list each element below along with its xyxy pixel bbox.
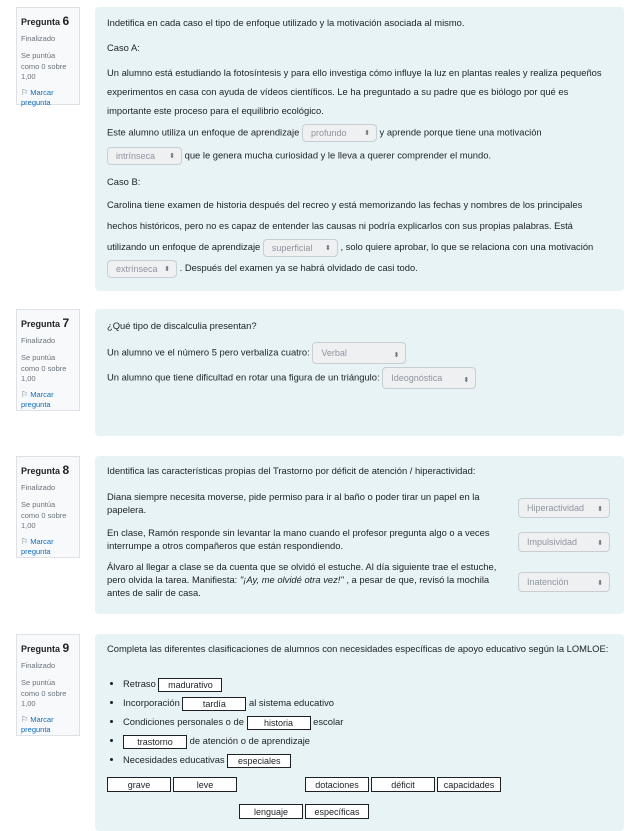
question-content <box>95 634 624 831</box>
question-info <box>16 634 80 736</box>
question-label: Pregunta <box>21 17 61 27</box>
question-state: Finalizado <box>21 336 56 345</box>
approach-select[interactable]: superficial ⬍ <box>263 239 338 257</box>
match-select[interactable]: Impulsividad ⬍ <box>518 532 610 552</box>
sentence-text: . Después del examen ya se habrá olvidado de casi todo. <box>179 262 418 273</box>
question-content <box>95 456 624 614</box>
flag-icon: ⚐ <box>21 714 29 724</box>
flag-question-link[interactable]: ⚐ Marcar pregunta <box>21 87 54 107</box>
flag-icon: ⚐ <box>21 389 29 399</box>
chevron-updown-icon: ⬍ <box>364 130 370 137</box>
question-content <box>95 309 624 436</box>
question-number: 8 <box>62 463 70 477</box>
drop-zone[interactable]: trastorno <box>123 735 187 749</box>
drag-chip[interactable]: déficit <box>371 777 435 792</box>
approach-select[interactable]: profundo ⬍ <box>302 124 377 142</box>
motivation-select[interactable]: extrínseca ⬍ <box>107 260 177 278</box>
flag-question-link[interactable]: ⚐ Marcar pregunta <box>21 389 54 409</box>
drop-zone[interactable]: historia <box>247 716 311 730</box>
match-select[interactable]: Inatención ⬍ <box>518 572 610 592</box>
flag-question-link[interactable]: ⚐ Marcar pregunta <box>21 714 54 734</box>
motivation-select[interactable]: intrínseca ⬍ <box>107 147 182 165</box>
flag-icon: ⚐ <box>21 536 29 546</box>
chevron-updown-icon: ⬍ <box>324 244 331 252</box>
sentence-text: Este alumno utiliza un enfoque de aprendizaje <box>107 126 300 138</box>
question-text: Completa las diferentes clasificaciones de alumnos con necesidades específicas de apoyo educativo según la LOMLOE: <box>107 643 609 654</box>
chevron-updown-icon: ⬍ <box>597 506 603 513</box>
flag-question-link[interactable]: ⚐ Marcar pregunta <box>21 536 54 556</box>
question-info <box>16 456 80 558</box>
question-number: 6 <box>62 14 70 28</box>
classification-list <box>107 674 612 769</box>
list-item: • trastorno de atención o de aprendizaje <box>123 731 612 750</box>
chevron-updown-icon: ⬍ <box>393 352 400 359</box>
question-text: ¿Qué tipo de discalculia presentan? <box>107 320 257 331</box>
question-number: 7 <box>62 316 70 330</box>
question-label: Pregunta <box>21 466 61 476</box>
prompt-text: Un alumno ve el número 5 pero verbaliza cuatro: <box>107 346 310 358</box>
prompt-text: Un alumno que tiene dificultad en rotar una figura de un triángulo: <box>107 371 380 383</box>
drag-chip[interactable]: leve <box>173 777 237 792</box>
chevron-updown-icon: ⬍ <box>597 580 603 587</box>
drag-chip[interactable]: lenguaje <box>239 804 303 819</box>
case-a-heading: Caso A: <box>107 42 140 53</box>
drag-chip[interactable]: dotaciones <box>305 777 369 792</box>
case-b-heading: Caso B: <box>107 176 141 187</box>
sentence-text: que le genera mucha curiosidad y le lleva a querer comprender el mundo. <box>184 149 492 161</box>
drag-chip[interactable]: específicas <box>305 804 369 819</box>
question-state: Finalizado <box>21 661 56 670</box>
list-item: • Necesidades educativas especiales <box>123 750 612 769</box>
case-a-text: Un alumno está estudiando la fotosíntesis y para ello investiga cómo influye la luz en plantas reales y realiza pequeños experimentos en casa con ayuda de vídeos científicos. Le ha preguntado a su padre que es biólogo por qué es importante este proceso para el equilibrio ecológico. <box>107 67 602 116</box>
question-label: Pregunta <box>21 319 61 329</box>
question-grade: Se puntúa como 0 sobre 1,00 <box>21 51 67 81</box>
matching-row-text: Álvaro al llegar a clase se da cuenta que se olvidó el estuche. Al día siguiente trae el estuche, pero olvida la tarea. Manifiesta: "¡Ay, me olvidé otra vez!" , a pesar de que, revisó la mochila antes de salir de casa. <box>107 561 497 598</box>
matching-row-text: Diana siempre necesita moverse, pide permiso para ir al baño o poder tirar un papel en la papelera. <box>107 491 480 515</box>
drag-chip[interactable]: grave <box>107 777 171 792</box>
question-content <box>95 7 624 291</box>
chevron-updown-icon: ⬍ <box>597 540 603 547</box>
matching-row-text: En clase, Ramón responde sin levantar la mano cuando el profesor pregunta algo o a veces interrumpe a otros compañeros que están respondiendo. <box>107 527 490 551</box>
question-state: Finalizado <box>21 34 56 43</box>
drop-zone[interactable]: especiales <box>227 754 291 768</box>
question-info <box>16 7 80 105</box>
list-item: • Incorporación tardía al sistema educativo <box>123 693 612 712</box>
question-text: Indetifica en cada caso el tipo de enfoque utilizado y la motivación asociada al mismo. <box>107 17 465 28</box>
question-grade: Se puntúa como 0 sobre 1,00 <box>21 353 67 383</box>
match-select[interactable]: Hiperactividad ⬍ <box>518 498 610 518</box>
sentence-text: con una motivación <box>512 241 594 252</box>
list-item: • Condiciones personales o de historia escolar <box>123 712 612 731</box>
question-info <box>16 309 80 411</box>
question-text: Identifica las características propias del Trastorno por déficit de atención / hiperactividad: <box>107 465 476 476</box>
list-item: • Retraso madurativo <box>123 674 612 693</box>
discalculia-select[interactable]: Verbal ⬍ <box>312 342 406 364</box>
sentence-text: y aprende porque tiene una motivación <box>379 126 542 138</box>
chevron-updown-icon: ⬍ <box>164 265 170 273</box>
drag-chip[interactable]: capacidades <box>437 777 501 792</box>
drop-zone[interactable]: madurativo <box>158 678 222 692</box>
question-state: Finalizado <box>21 483 56 492</box>
discalculia-select[interactable]: Ideognóstica ⬍ <box>382 367 476 389</box>
case-b-text: Carolina tiene examen de historia después del recreo y está memorizando las fechas y nombres de los principales hechos históricos, pero no es capaz de entender las causas ni podría explicarlos con sus propias palabras. Está utilizando un enfoque de aprendizaje <box>107 199 583 252</box>
chevron-updown-icon: ⬍ <box>463 377 470 384</box>
question-label: Pregunta <box>21 644 61 654</box>
question-grade: Se puntúa como 0 sobre 1,00 <box>21 678 67 708</box>
question-number: 9 <box>62 641 70 655</box>
flag-icon: ⚐ <box>21 87 29 97</box>
chevron-updown-icon: ⬍ <box>169 153 175 160</box>
drop-zone[interactable]: tardía <box>182 697 246 711</box>
question-grade: Se puntúa como 0 sobre 1,00 <box>21 500 67 530</box>
sentence-text: , solo quiere aprobar, lo que se relaciona <box>340 241 510 252</box>
